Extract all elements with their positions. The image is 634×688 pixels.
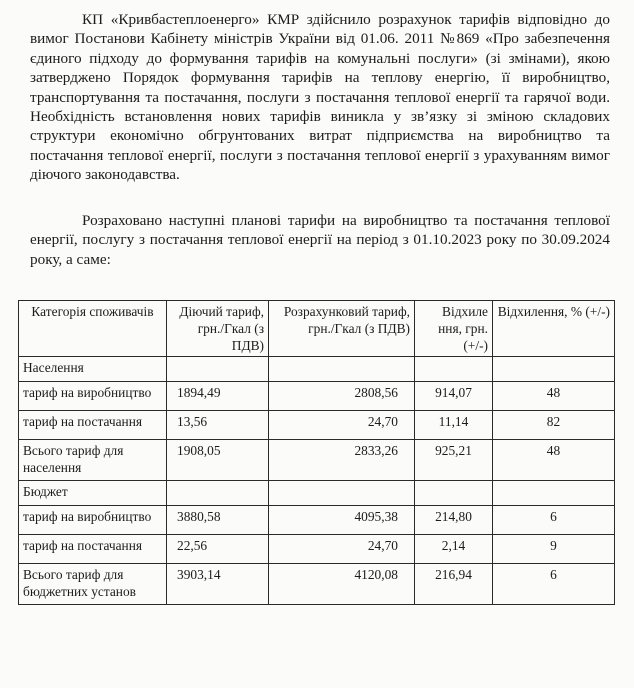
deviation-cell: 925,21: [415, 440, 493, 481]
current-tariff-cell: 1894,49: [167, 382, 269, 411]
calculated-tariff-cell: 2808,56: [269, 382, 415, 411]
current-tariff-cell: 3903,14: [167, 564, 269, 605]
deviation-percent-cell: 6: [493, 506, 615, 535]
current-tariff-cell: 3880,58: [167, 506, 269, 535]
calculated-tariff-cell: 4095,38: [269, 506, 415, 535]
row-label: тариф на постачання: [19, 535, 167, 564]
row-label: тариф на виробництво: [19, 506, 167, 535]
header-current-tariff: Діючий тариф, грн./Гкал (з ПДВ): [167, 301, 269, 357]
deviation-percent-cell: 9: [493, 535, 615, 564]
tariffs-paragraph: Розраховано наступні планові тарифи на виробництво та постачання теплової енергії, послугу з постачання теплової енергії на період з 01.10.2023 року по 30.09.2024 року, а саме:: [30, 212, 610, 268]
header-deviation-percent: Відхилення, % (+/-): [493, 301, 615, 357]
deviation-cell: 11,14: [415, 411, 493, 440]
deviation-percent-cell: 82: [493, 411, 615, 440]
row-label: Всього тариф для населення: [19, 440, 167, 481]
header-category: Категорія споживачів: [19, 301, 167, 357]
row-label: Всього тариф для бюджетних установ: [19, 564, 167, 605]
table-row: [19, 440, 615, 481]
header-calculated-tariff: Розрахунковий тариф, грн./Гкал (з ПДВ): [269, 301, 415, 357]
section-title: Бюджет: [19, 481, 167, 506]
row-label: тариф на постачання: [19, 411, 167, 440]
deviation-percent-cell: 48: [493, 382, 615, 411]
calculated-tariff-cell: 2833,26: [269, 440, 415, 481]
intro-paragraph: КП «Кривбастеплоенерго» КМР здійснило розрахунок тарифів відповідно до вимог Постанови Кабінету міністрів України від 01.06. 2011 №869 «Про забезпечення єдиного підходу до формування тарифів на комунальні послуги» (зі змінами), якою затверджено Порядок формування тарифів на теплову енергію, її виробництво, транспортування та постачання, послуги з постачання теплової енергії та гарячої води. Необхідність встановлення нових тарифів виникла у зв’язку зі зміною складових структури економічно обгрунтованих витрат підприємства на виробництво та постачання теплової енергії, послуги з постачання теплової енергії з урахуванням вимог діючого законодавства.: [30, 11, 610, 184]
deviation-cell: 914,07: [415, 382, 493, 411]
table-row: [19, 382, 615, 411]
calculated-tariff-cell: 4120,08: [269, 564, 415, 605]
table-row: [19, 411, 615, 440]
header-deviation: Відхиле ння, грн. (+/-): [415, 301, 493, 357]
deviation-cell: 2,14: [415, 535, 493, 564]
table-header-row: [19, 301, 615, 357]
tariffs-table: [18, 300, 615, 605]
table-row: [19, 564, 615, 605]
section-row-budget: [19, 481, 615, 506]
section-title: Населення: [19, 357, 167, 382]
section-row-population: [19, 357, 615, 382]
row-label: тариф на виробництво: [19, 382, 167, 411]
deviation-cell: 216,94: [415, 564, 493, 605]
deviation-cell: 214,80: [415, 506, 493, 535]
deviation-percent-cell: 6: [493, 564, 615, 605]
current-tariff-cell: 1908,05: [167, 440, 269, 481]
table-row: [19, 535, 615, 564]
calculated-tariff-cell: 24,70: [269, 535, 415, 564]
table-row: [19, 506, 615, 535]
deviation-percent-cell: 48: [493, 440, 615, 481]
calculated-tariff-cell: 24,70: [269, 411, 415, 440]
current-tariff-cell: 13,56: [167, 411, 269, 440]
current-tariff-cell: 22,56: [167, 535, 269, 564]
